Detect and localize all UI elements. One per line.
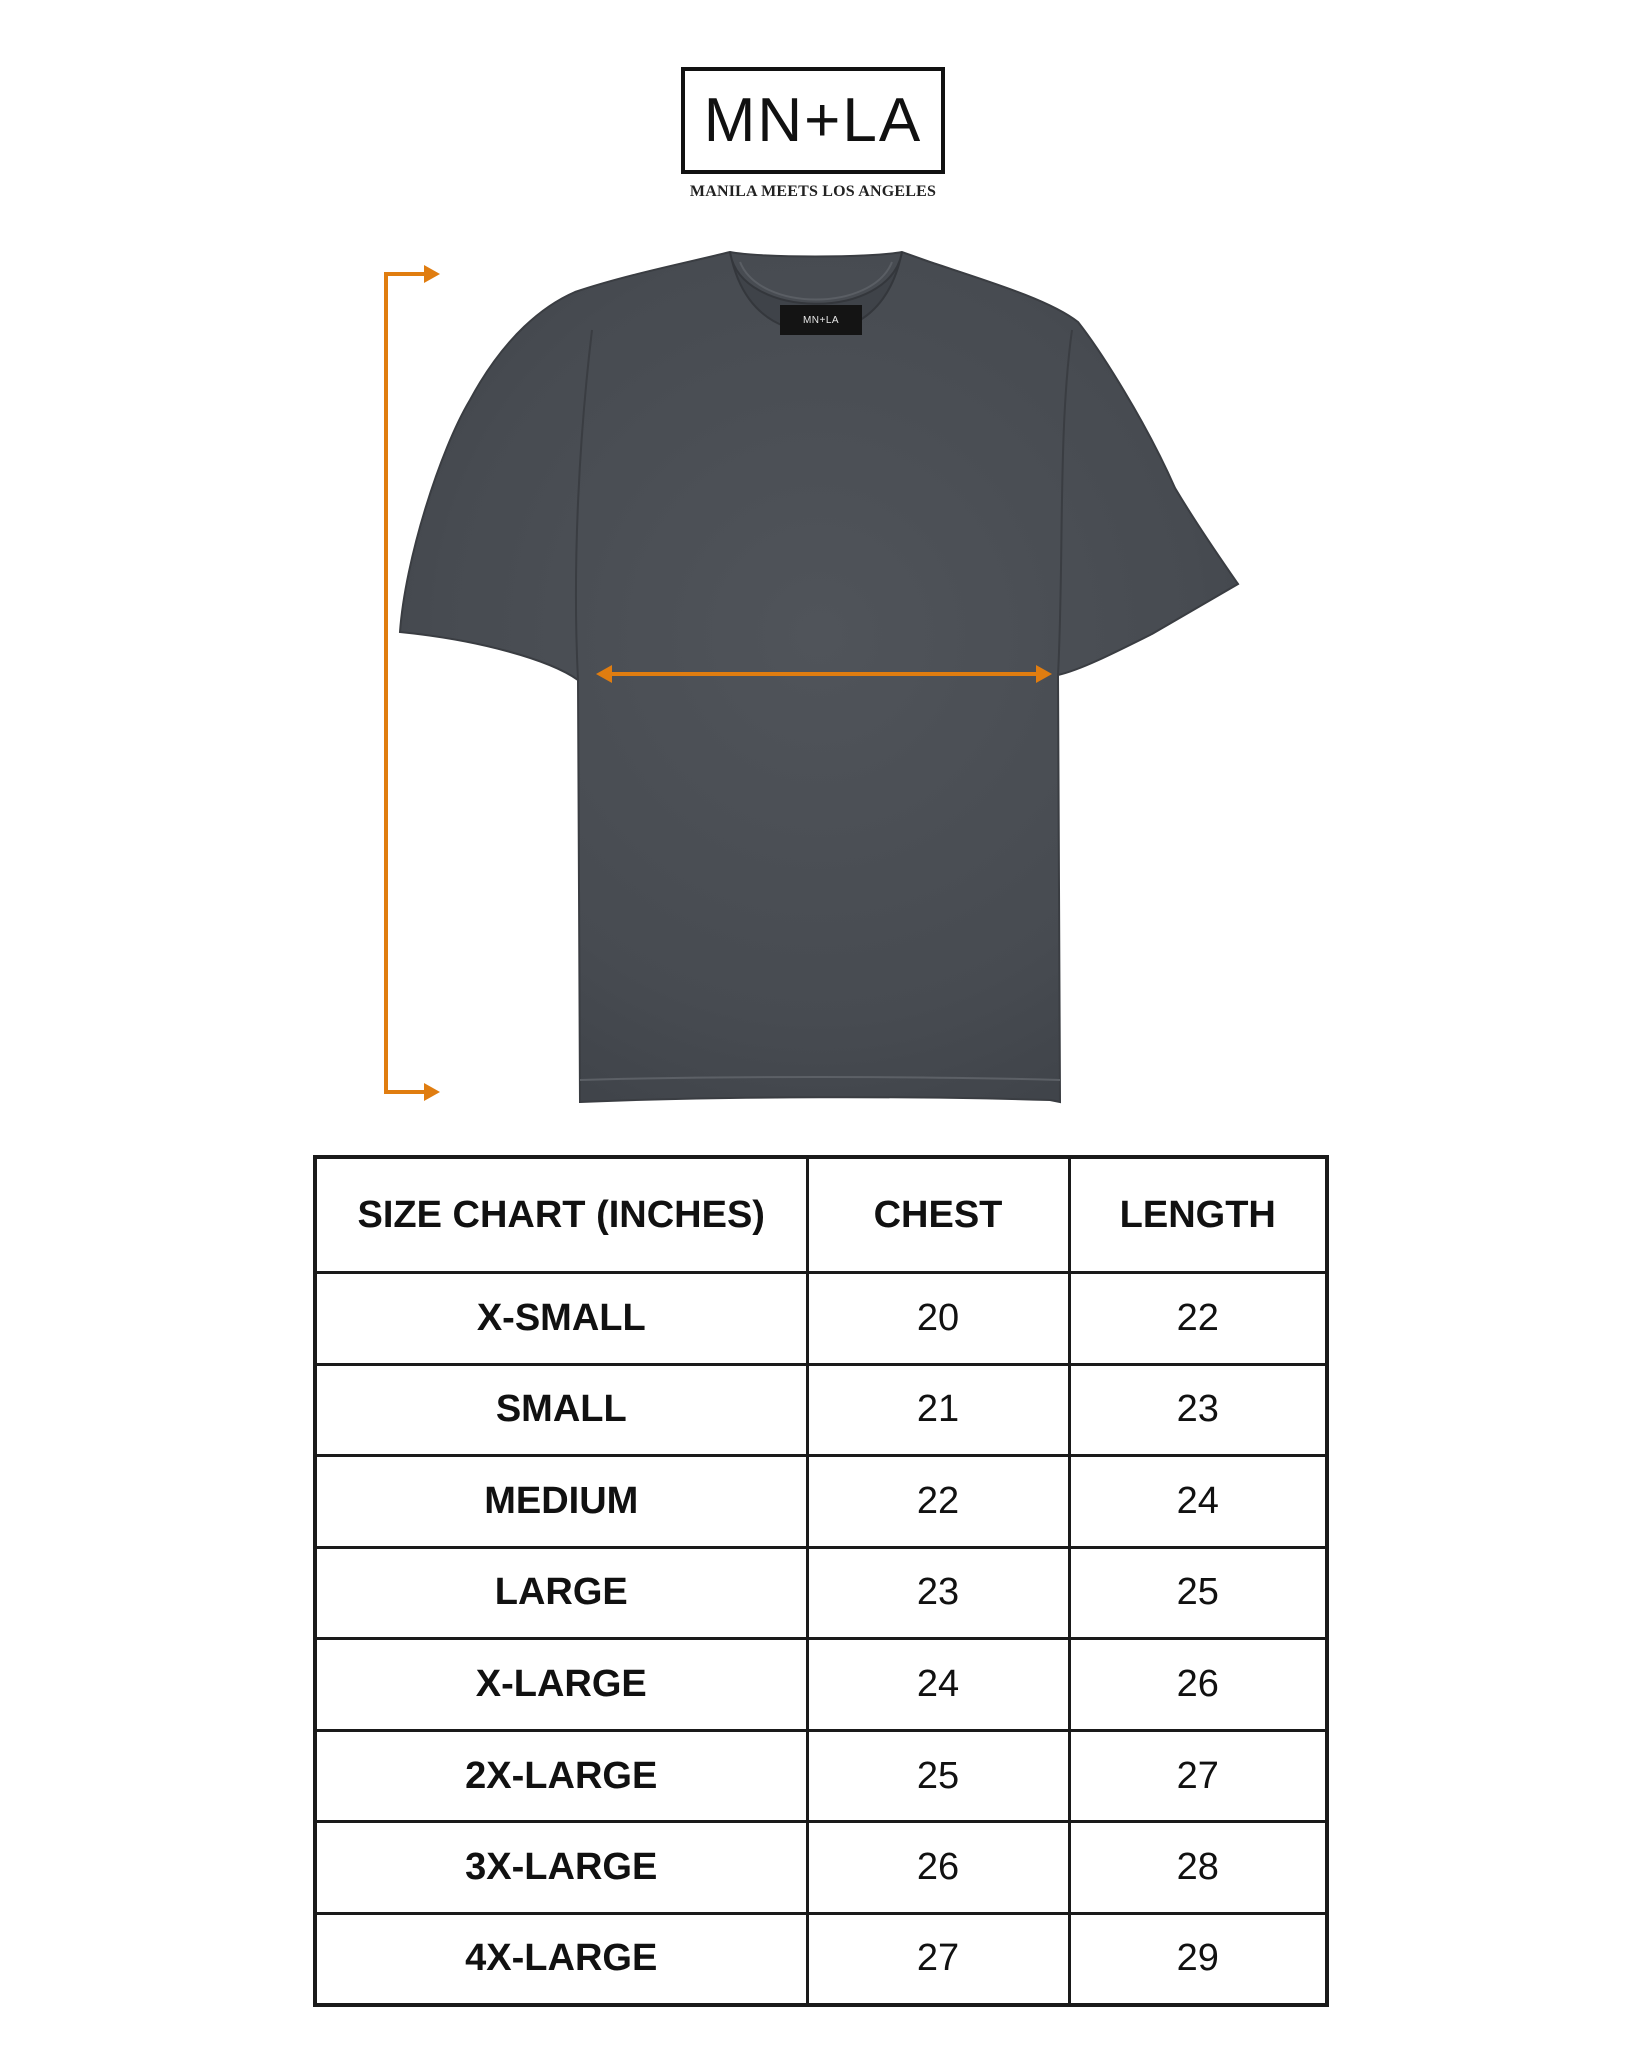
- brand-tagline: MANILA MEETS LOS ANGELES: [689, 183, 937, 200]
- chest-cell: 24: [807, 1639, 1069, 1731]
- table-row: [315, 1822, 1327, 1914]
- length-cell: 25: [1069, 1547, 1327, 1639]
- chest-cell: 25: [807, 1730, 1069, 1822]
- table-row: [315, 1456, 1327, 1548]
- table-header-row: [315, 1157, 1327, 1273]
- size-cell: LARGE: [315, 1547, 807, 1639]
- logo-text: MN+LA: [703, 85, 923, 155]
- table-row: [315, 1547, 1327, 1639]
- chest-cell: 20: [807, 1273, 1069, 1365]
- length-cell: 23: [1069, 1364, 1327, 1456]
- chest-cell: 22: [807, 1456, 1069, 1548]
- size-chart-table: [313, 1155, 1329, 2007]
- length-cell: 24: [1069, 1456, 1327, 1548]
- size-cell: 2X-LARGE: [315, 1730, 807, 1822]
- length-cell: 29: [1069, 1913, 1327, 2005]
- length-cell: 28: [1069, 1822, 1327, 1914]
- chest-cell: 21: [807, 1364, 1069, 1456]
- table-row: [315, 1364, 1327, 1456]
- chest-cell: 27: [807, 1913, 1069, 2005]
- length-cell: 22: [1069, 1273, 1327, 1365]
- length-cell: 26: [1069, 1639, 1327, 1731]
- table-row: [315, 1639, 1327, 1731]
- size-cell: SMALL: [315, 1364, 807, 1456]
- table-row: [315, 1273, 1327, 1365]
- size-cell: MEDIUM: [315, 1456, 807, 1548]
- size-cell: X-LARGE: [315, 1639, 807, 1731]
- header-chest: CHEST: [807, 1157, 1069, 1273]
- size-cell: 4X-LARGE: [315, 1913, 807, 2005]
- table-row: [315, 1913, 1327, 2005]
- header-length: LENGTH: [1069, 1157, 1327, 1273]
- table-row: [315, 1730, 1327, 1822]
- vertical-measure-arrow-icon: [386, 265, 440, 1101]
- size-cell: X-SMALL: [315, 1273, 807, 1365]
- chest-cell: 26: [807, 1822, 1069, 1914]
- neck-label: MN+LA: [780, 305, 862, 335]
- chest-cell: 23: [807, 1547, 1069, 1639]
- tshirt-body: [400, 252, 1238, 1102]
- length-cell: 27: [1069, 1730, 1327, 1822]
- header-size-chart: SIZE CHART (INCHES): [315, 1157, 807, 1273]
- size-cell: 3X-LARGE: [315, 1822, 807, 1914]
